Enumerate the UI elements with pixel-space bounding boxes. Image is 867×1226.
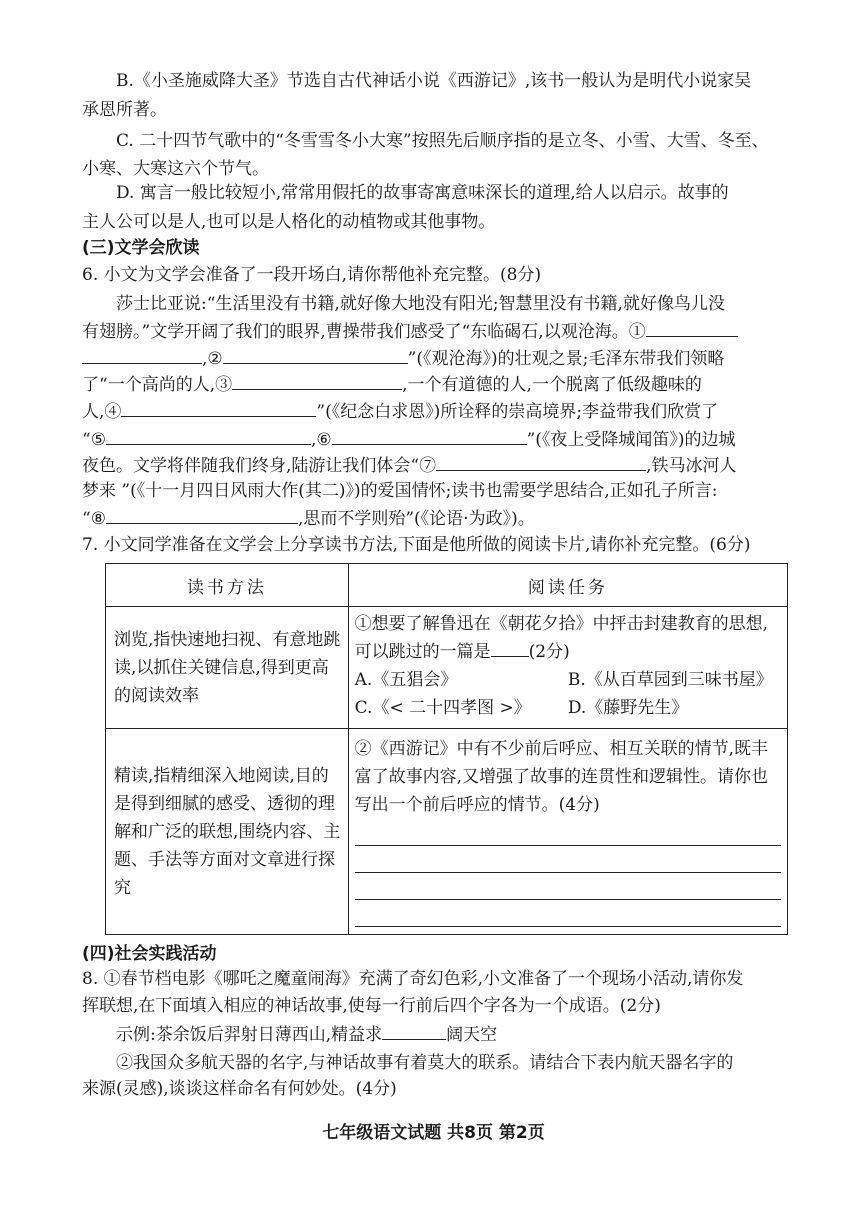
q8-example-text-b: 阔天空 xyxy=(446,1025,498,1045)
q6-line3-text-a: ,② xyxy=(202,349,223,369)
blank-3-field[interactable] xyxy=(232,371,402,390)
blank-2-field[interactable] xyxy=(223,345,408,364)
header-task: 阅读任务 xyxy=(348,564,787,607)
task1-options xyxy=(355,666,781,722)
q6-line6-text-b: ,⑥ xyxy=(310,430,332,450)
q6-stem: 6. 小文为文学会准备了一段开场白,请你帮他补充完整。(8分) xyxy=(82,265,542,285)
option-d-line2: 主人公可以是人,也可以是人格化的动植物或其他事物。 xyxy=(82,212,496,232)
q8-example-blank[interactable] xyxy=(382,1021,446,1040)
blank-7-field[interactable] xyxy=(436,452,646,471)
q6-line3 xyxy=(82,345,724,372)
q6-line4-text-a: 了“一个高尚的人,③ xyxy=(82,375,233,395)
task2-question: ②《西游记》中有不少前后呼应、相互关联的情节,既丰富了故事内容,又增强了故事的连贯性和逻辑性。请你也写出一个前后呼应的情节。(4分) xyxy=(354,739,769,815)
option-d[interactable]: D.《藤野先生》 xyxy=(567,698,689,718)
option-c-line2: 小寒、大寒这六个节气。 xyxy=(82,159,269,179)
q8-line5: 来源(灵感),谈谈这样命名有何妙处。(4分) xyxy=(82,1079,397,1099)
page-footer: 七年级语文试题 共8页 第2页 xyxy=(322,1123,545,1143)
q6-line2 xyxy=(82,318,738,345)
blank-1-field[interactable] xyxy=(646,318,738,337)
option-b-line2: 承恩所著。 xyxy=(82,100,167,120)
q6-line3-text-b: ”(《观沧海》)的壮观之景;毛泽东带我们领略 xyxy=(407,349,725,369)
task-skim xyxy=(348,607,787,729)
q6-line8: 梦来 ”(《十一月四日风雨大作(其二)》)的爱国情怀;读书也需要学思结合,正如孔子所言: xyxy=(82,481,718,501)
task1-answer-field[interactable] xyxy=(491,638,529,657)
reading-card-table xyxy=(105,563,788,935)
q6-line2-text: 有翅膀。”文学开阔了我们的眼界,曹操带我们感受了“东临碣石,以观沧海。① xyxy=(82,322,646,342)
q8-example-text-a: 示例:茶余饭后羿射日薄西山,精益求 xyxy=(116,1025,383,1045)
q6-line6-text-c: ”(《夜上受降城闻笛》)的边城 xyxy=(526,430,736,450)
q8-line3 xyxy=(116,1021,497,1048)
q6-line5-text-b: ”(《纪念白求恩》)所诠释的崇高境界;李益带我们欣赏了 xyxy=(316,402,719,422)
q6-line4 xyxy=(82,371,702,398)
q6-line6 xyxy=(82,426,736,453)
option-c-line1: C. 二十四节气歌中的“冬雪雪冬小大寒”按照先后顺序指的是立冬、小雪、大雪、冬至、 xyxy=(116,131,769,151)
option-a[interactable]: A.《五猖会》 xyxy=(354,670,458,690)
q6-line7-text-a: 夜色。文学将伴随我们终身,陆游让我们体会“⑦ xyxy=(82,456,437,476)
header-method: 读书方法 xyxy=(106,564,349,607)
q6-line9-text-a: “⑧ xyxy=(82,509,106,529)
q6-line7-text-b: ,铁马冰河人 xyxy=(646,456,737,476)
answer-line-4[interactable] xyxy=(355,900,781,927)
task-intensive xyxy=(348,729,787,935)
q6-line9 xyxy=(82,505,535,532)
answer-line-2[interactable] xyxy=(355,846,781,873)
section-4-title: (四)社会实践活动 xyxy=(82,944,217,964)
section-3-title: (三)文学会欣读 xyxy=(82,238,200,258)
blank-5-field[interactable] xyxy=(106,426,311,445)
blank-4-field[interactable] xyxy=(121,398,316,417)
answer-line-1[interactable] xyxy=(355,819,781,846)
blank-6-field[interactable] xyxy=(332,426,527,445)
q6-line1: 莎士比亚说:“生活里没有书籍,就好像大地没有阳光;智慧里没有书籍,就好像鸟儿没 xyxy=(116,294,725,314)
answer-line-3[interactable] xyxy=(355,873,781,900)
q6-line9-text-b: ,思而不学则殆”(《论语·为政》)。 xyxy=(297,509,535,529)
q7-stem: 7. 小文同学准备在文学会上分享读书方法,下面是他所做的阅读卡片,请你补充完整。(6分) xyxy=(82,535,751,555)
task1-score: (2分) xyxy=(528,642,570,662)
q6-line4-text-b: ,一个有道德的人,一个脱离了低级趣味的 xyxy=(402,375,702,395)
option-d-line1: D. 寓言一般比较短小,常常用假托的故事寄寓意味深长的道理,给人以启示。故事的 xyxy=(116,183,729,203)
option-c[interactable]: C.《< 二十四孝图 >》 xyxy=(354,698,531,718)
q6-line7 xyxy=(82,452,737,479)
q6-line5-text-a: 人,④ xyxy=(82,402,122,422)
blank-1b-field[interactable] xyxy=(82,345,202,364)
method-intensive: 精读,指精细深入地阅读,目的是得到细腻的感受、透彻的理解和广泛的联想,围绕内容、主题、手法等方面对文章进行探究 xyxy=(106,729,349,935)
q6-line5 xyxy=(82,398,718,425)
task1-question: ①想要了解鲁迅在《朝花夕拾》中抨击封建教育的思想,可以跳过的一篇是 xyxy=(354,614,769,662)
blank-8-field[interactable] xyxy=(106,505,298,524)
option-b-line1: B.《小圣施威降大圣》节选自古代神话小说《西游记》,该书一般认为是明代小说家吴 xyxy=(116,71,752,91)
q8-line1: 8. ①春节档电影《哪吒之魔童闹海》充满了奇幻色彩,小文准备了一个现场小活动,请你发 xyxy=(82,969,744,989)
q8-line4: ②我国众多航天器的名字,与神话故事有着莫大的联系。请结合下表内航天器名字的 xyxy=(116,1053,734,1073)
q6-line6-text-a: “⑤ xyxy=(82,430,106,450)
method-skim: 浏览,指快速地扫视、有意地跳读,以抓住关键信息,得到更高的阅读效率 xyxy=(106,607,349,729)
option-b[interactable]: B.《从百草园到三味书屋》 xyxy=(567,670,773,690)
q8-line2: 挥联想,在下面填入相应的神话故事,使每一行前后四个字各为一个成语。(2分) xyxy=(82,996,661,1016)
